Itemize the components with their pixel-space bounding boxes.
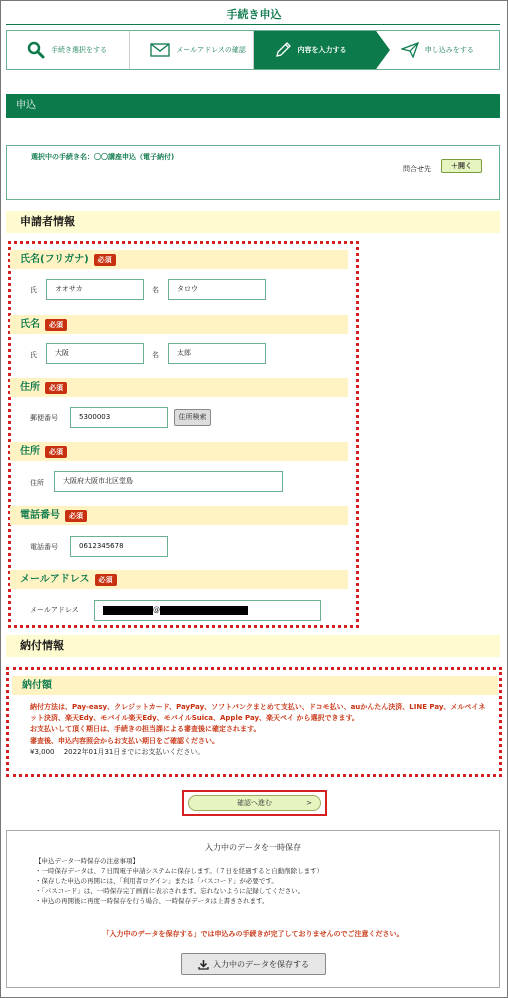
save-button-label: 入力中のデータを保存する	[213, 959, 309, 969]
save-note: ・「パスコード」は、一時保存完了画面に表示されます。忘れないように記録してください。	[35, 887, 305, 895]
envelope-icon	[150, 43, 170, 57]
save-note: ・一時保存データは、７日間電子申請システムに保存します。（７日を経過すると自動削除します）	[35, 867, 324, 875]
required-badge: 必須	[65, 510, 87, 522]
temporary-save-panel	[6, 830, 500, 988]
save-note: ・保存した申込の再開には、「利用者ログイン」または「パスコード」が必要です。	[35, 877, 278, 885]
phone-input[interactable]: 0612345678	[70, 536, 168, 557]
step-enter-content	[253, 31, 376, 69]
address-label: 住所	[30, 479, 44, 487]
kana-first-input[interactable]: タロウ	[168, 279, 266, 300]
address-heading	[10, 442, 348, 461]
address-input[interactable]: 大阪府大阪市北区堂島	[54, 471, 283, 492]
required-badge: 必須	[95, 574, 117, 586]
address-search-button[interactable]: 住所検索	[174, 409, 211, 426]
kana-name-heading	[10, 250, 348, 269]
address-title: 住所	[20, 446, 40, 457]
procedure-info-box	[6, 145, 500, 200]
step-submit	[376, 31, 499, 69]
save-notes	[35, 856, 323, 906]
kana-last-input[interactable]: オオサカ	[46, 279, 144, 300]
step-select-procedure	[7, 31, 129, 69]
save-warning: 「入力中のデータを保存する」では申込みの手続きが完了しておりませんのでご注意ください。	[102, 930, 404, 938]
phone-heading	[10, 506, 348, 525]
payment-amount-title: 納付額	[22, 680, 52, 691]
name-heading	[10, 315, 348, 334]
step-label: 内容を入力する	[297, 46, 347, 54]
postal-code-input[interactable]: 5300003	[70, 407, 168, 428]
open-contact-button[interactable]: ＋開く	[441, 159, 482, 173]
required-badge: 必須	[45, 446, 67, 458]
kana-name-title: 氏名(フリガナ)	[20, 254, 89, 265]
postal-code-label: 郵便番号	[30, 414, 58, 422]
send-icon	[401, 42, 419, 58]
page-title: 手続き申込	[226, 8, 282, 21]
redacted-email-local	[103, 606, 153, 615]
first-name-input[interactable]: 太郎	[168, 343, 266, 364]
email-input[interactable]	[94, 600, 321, 621]
save-note: 【申込データ一時保存の注意事項】	[35, 857, 139, 865]
payment-check-text: 審査後、申込内容照会からお支払い期日をご確認ください。	[30, 736, 219, 745]
save-data-button[interactable]	[181, 953, 326, 975]
step-label: 申し込みをする	[424, 46, 474, 54]
kana-last-label: 氏	[30, 286, 37, 294]
confirm-button-label: 確認へ進む	[237, 799, 272, 807]
first-name-label: 名	[152, 351, 159, 359]
payment-amount-heading	[12, 676, 498, 695]
name-title: 氏名	[20, 319, 40, 330]
payment-methods-text: 納付方法は、Pay-easy、クレジットカード、PayPay、ソフトバンクまとめて支払い、ドコモ払い、auかんたん決済、LINE Pay、メルペイネット決済、楽天Edy、モバイル楽天Edy、モバイルSuica、Apple Pay、楽天ペイ から選択できます。	[30, 703, 486, 723]
required-badge: 必須	[45, 319, 67, 331]
last-name-input[interactable]: 大阪	[46, 343, 144, 364]
email-label: メールアドレス	[30, 606, 79, 614]
confirm-button[interactable]	[188, 795, 321, 811]
progress-stepper	[6, 30, 500, 70]
section-title: 申込	[6, 94, 500, 118]
title-divider	[6, 24, 500, 25]
phone-label: 電話番号	[30, 543, 58, 551]
payment-info-heading: 納付情報	[6, 635, 500, 657]
redacted-email-domain	[160, 606, 248, 615]
kana-first-label: 名	[152, 286, 159, 294]
download-icon	[198, 959, 209, 970]
required-badge: 必須	[94, 254, 116, 266]
phone-title: 電話番号	[20, 510, 60, 521]
pencil-icon	[274, 41, 292, 59]
email-title: メールアドレス	[20, 574, 90, 585]
last-name-label: 氏	[30, 351, 37, 359]
email-at-sign: @	[153, 606, 160, 614]
search-icon	[27, 41, 45, 59]
procedure-label: 選択中の手続き名：	[31, 153, 94, 161]
email-heading	[10, 570, 348, 589]
payment-notice	[30, 702, 490, 758]
payment-amount-text: ¥3,000 2022年01月31日までにお支払いください。	[30, 747, 205, 756]
confirm-button-highlight	[182, 790, 327, 816]
step-label: 手続き選択をする	[51, 46, 107, 54]
chevron-right-icon: >	[306, 799, 312, 807]
payment-deadline-text: お支払いして頂く期日は、手続きの担当課による審査後に確定されます。	[30, 725, 261, 734]
postal-title: 住所	[20, 382, 40, 393]
procedure-name	[31, 152, 174, 162]
step-label: メールアドレスの確認	[176, 46, 246, 54]
contact-label: 問合せ先	[403, 165, 431, 173]
postal-heading	[10, 378, 348, 397]
step-confirm-email	[129, 31, 252, 69]
required-badge: 必須	[45, 382, 67, 394]
temporary-save-title: 入力中のデータを一時保存	[205, 843, 301, 852]
procedure-value: 〇〇講座申込（電子納付)	[94, 153, 175, 161]
applicant-info-heading: 申請者情報	[6, 211, 500, 233]
save-note: ・申込の再開後に再度一時保存を行う場合、一時保存データは上書きされます。	[35, 897, 269, 905]
